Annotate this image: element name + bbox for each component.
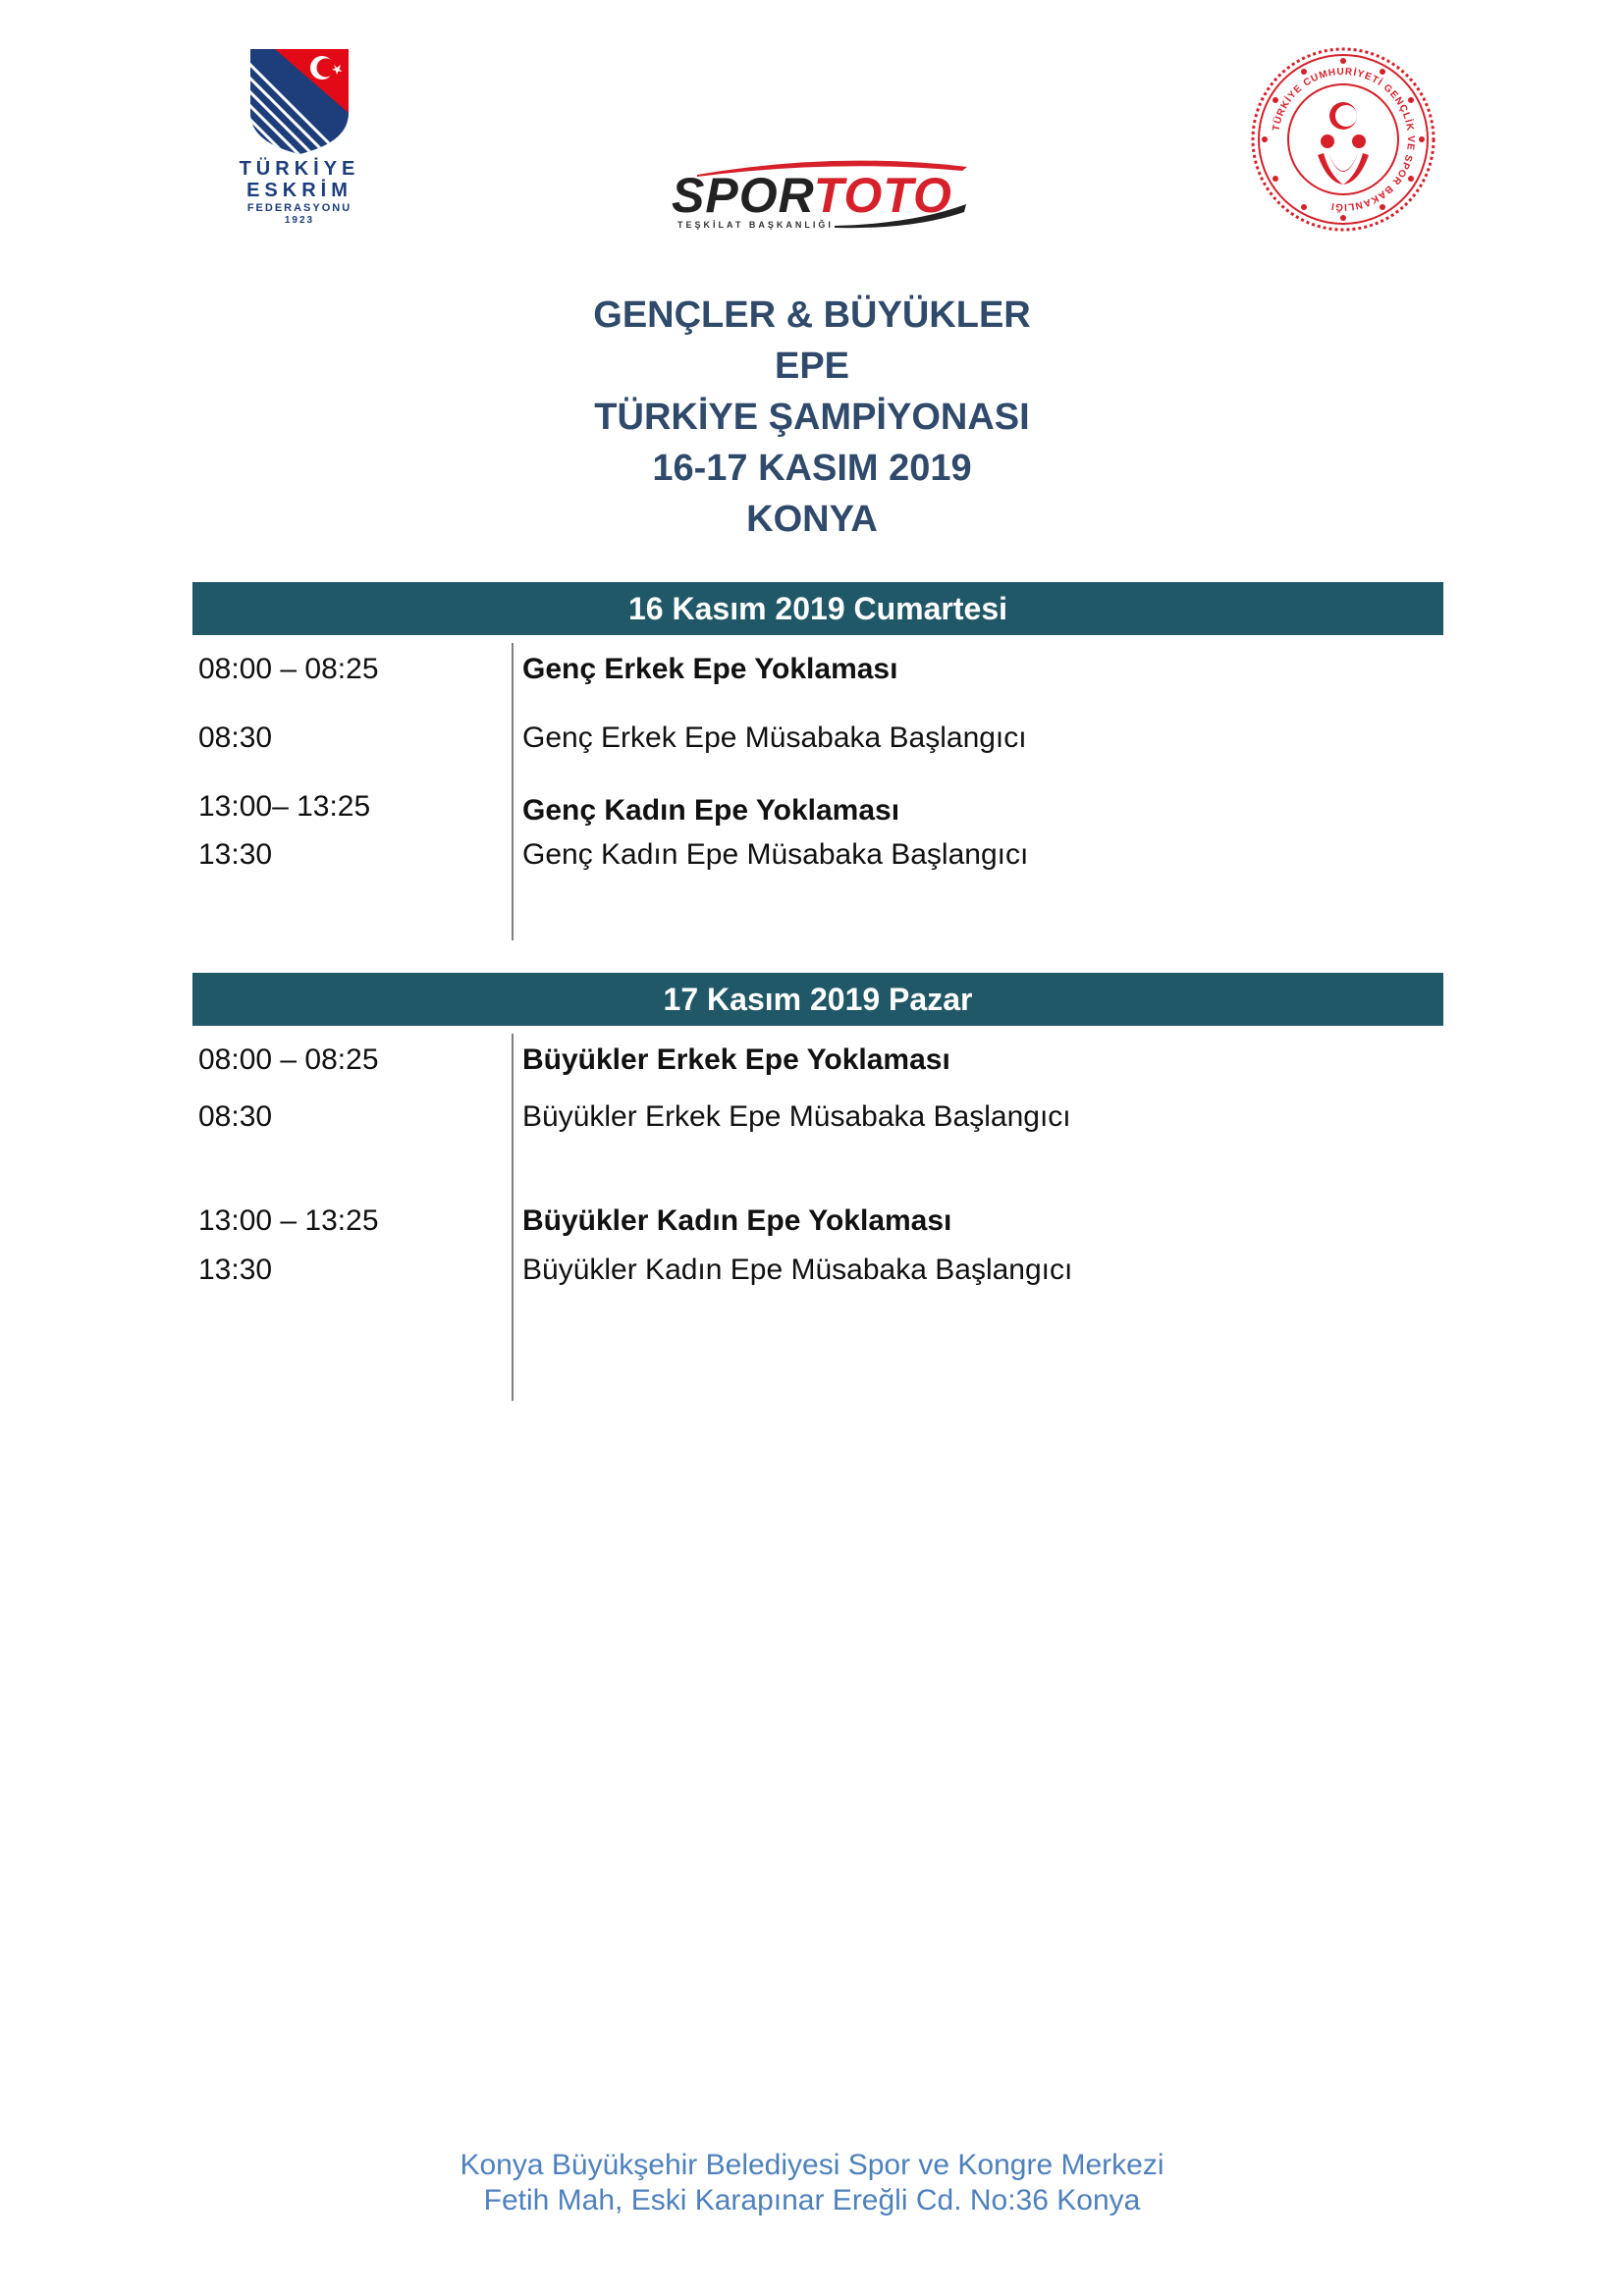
day-2-row-1-event: Büyükler Erkek Epe Yoklaması: [522, 1043, 950, 1076]
venue-name: Konya Büyükşehir Belediyesi Spor ve Kongre Merkezi: [460, 2149, 1164, 2181]
gsb-seal-icon: [1249, 45, 1437, 234]
tef-logo: [239, 44, 360, 240]
day-1-row-2-time: 08:30: [198, 721, 273, 754]
event-title: [0, 290, 1624, 545]
venue-address: Fetih Mah, Eski Karapınar Ereğli Cd. No:36 Konya: [483, 2184, 1141, 2216]
day-2-row-2-time: 08:30: [198, 1100, 273, 1133]
sportoto-wordmark: [672, 167, 952, 224]
title-line-1: GENÇLER & BÜYÜKLER: [593, 294, 1031, 336]
day-2-row-4-event: Büyükler Kadın Epe Müsabaka Başlangıcı: [522, 1254, 1073, 1286]
gsb-seal-ring-text: TÜRKİYE CUMHURİYETİ GENÇLİK VE SPOR BAKANLIĞI: [1271, 66, 1417, 213]
day-1-divider: [512, 643, 514, 940]
day-1-row-4-time: 13:30: [198, 838, 273, 871]
day-2-row-4-time: 13:30: [198, 1254, 273, 1286]
tef-logo-line3: FEDERASYONU: [246, 202, 352, 214]
tef-shield-icon: [245, 44, 353, 157]
day-1-row-1-event: Genç Erkek Epe Yoklaması: [522, 653, 898, 685]
day-2-row-3-time: 13:00 – 13:25: [198, 1204, 379, 1237]
tef-logo-line4: 1923: [284, 215, 315, 226]
venue-address-footer: [0, 2148, 1624, 2218]
sportoto-logo: [668, 157, 972, 236]
svg-text:TÜRKİYE CUMHURİYETİ GENÇLİK VE: [1271, 66, 1416, 214]
sportoto-word-toto: TOTO: [813, 168, 952, 223]
title-line-5: KONYA: [746, 499, 878, 540]
tef-logo-line1: TÜRKİYE: [239, 158, 360, 180]
title-line-3: TÜRKİYE ŞAMPİYONASI: [594, 397, 1030, 438]
day-2-header: 17 Kasım 2019 Pazar: [192, 973, 1443, 1026]
title-line-4: 16-17 KASIM 2019: [652, 448, 972, 489]
day-2-row-1-time: 08:00 – 08:25: [198, 1043, 379, 1076]
sportoto-subtitle: TEŞKİLAT BAŞKANLIĞI: [677, 220, 834, 230]
day-2-row-2-event: Büyükler Erkek Epe Müsabaka Başlangıcı: [522, 1100, 1071, 1133]
day-1-row-4-event: Genç Kadın Epe Müsabaka Başlangıcı: [522, 838, 1029, 871]
day-1-header: 16 Kasım 2019 Cumartesi: [192, 582, 1443, 635]
tef-logo-line2: ESKRİM: [246, 180, 352, 201]
day-1-row-3-time: 13:00– 13:25: [198, 790, 371, 823]
title-line-2: EPE: [774, 346, 850, 387]
day-1-row-2-event: Genç Erkek Epe Müsabaka Başlangıcı: [522, 721, 1027, 754]
day-2-row-3-event: Büyükler Kadın Epe Yoklaması: [522, 1204, 952, 1237]
sportoto-word-spor: SPOR: [672, 168, 814, 223]
day-1-row-3-event: Genç Kadın Epe Yoklaması: [522, 794, 900, 827]
day-2-divider: [512, 1034, 514, 1401]
day-1-row-1-time: 08:00 – 08:25: [198, 653, 379, 685]
gsb-seal-logo: [1249, 45, 1437, 234]
